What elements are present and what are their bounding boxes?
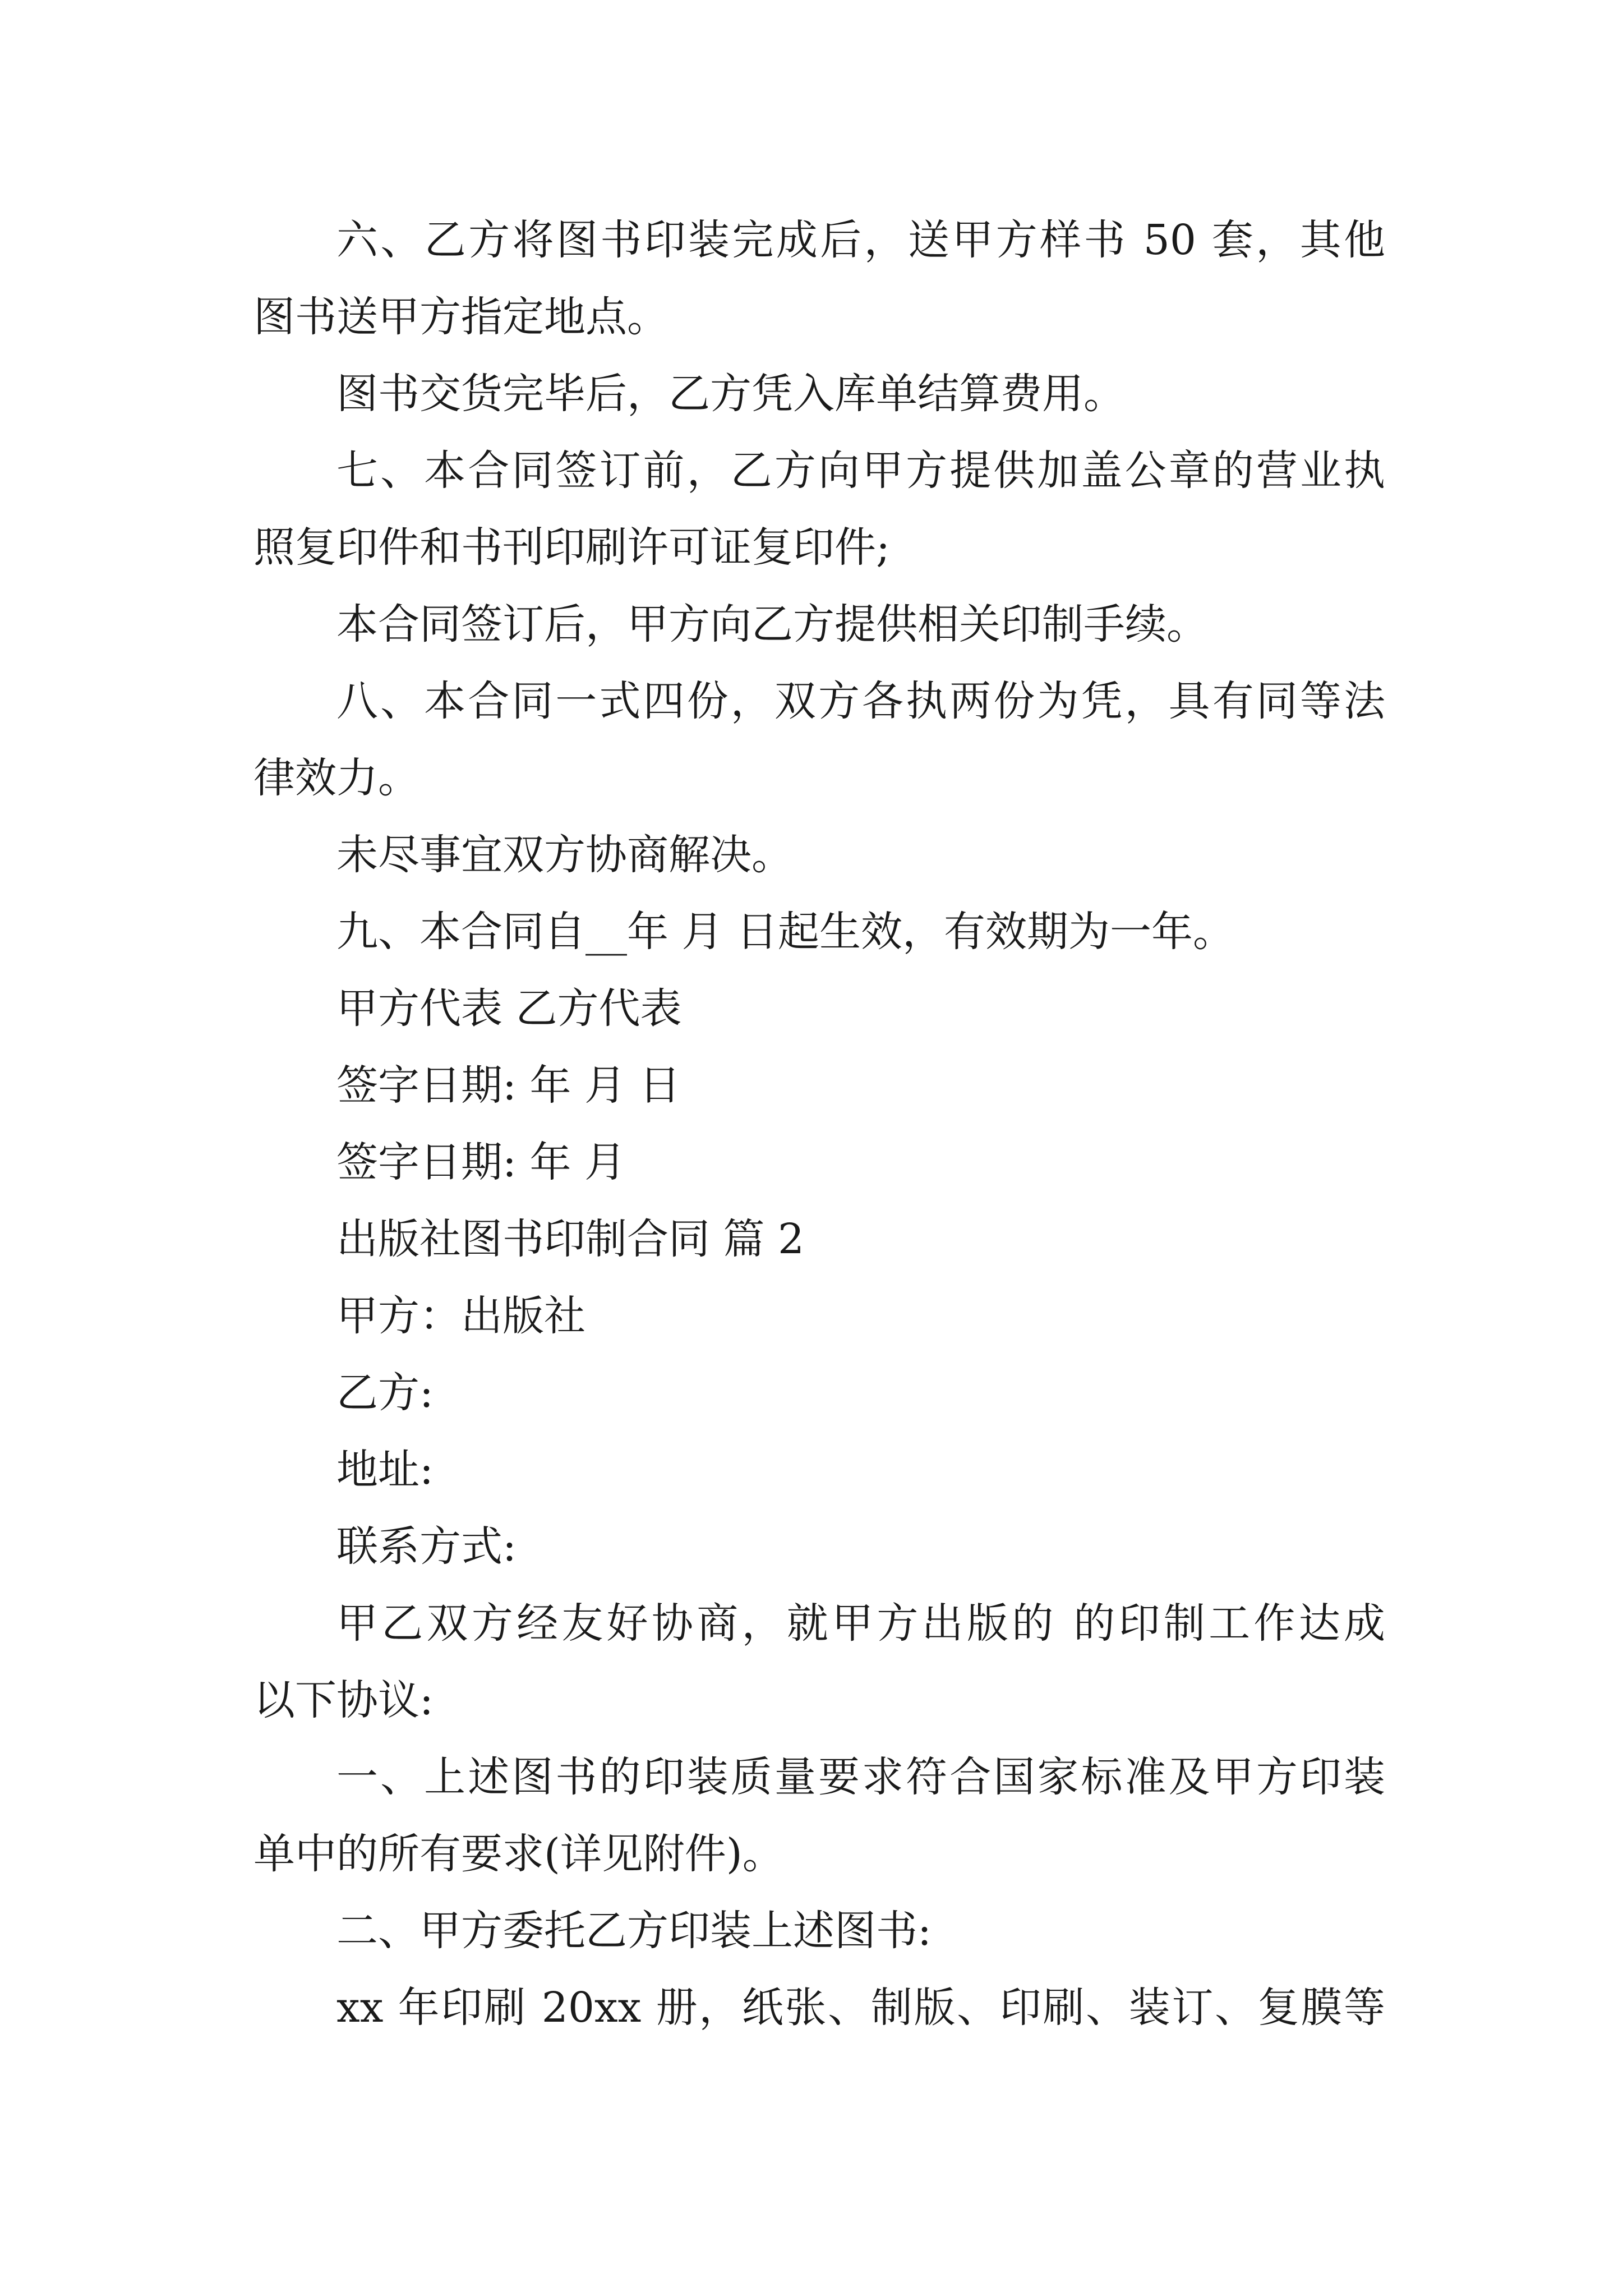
text-line: 地址:: [336, 1446, 434, 1494]
text-line: 甲乙双方经友好协商，就甲方出版的 的印制工作达成: [336, 1599, 1385, 1648]
text-line: 联系方式:: [336, 1522, 517, 1571]
text-line: 本合同签订后，甲方向乙方提供相关印制手续。: [336, 600, 1208, 648]
section-heading: 出版社图书印制合同 篇 2: [336, 1215, 805, 1263]
text-line: xx 年印刷 20xx 册，纸张、制版、印刷、装订、复膜等: [336, 1984, 1385, 2032]
text-line: 签字日期: 年 月 日: [336, 1061, 681, 1110]
text-line: 图书送甲方指定地点。: [253, 293, 668, 341]
text-line: 甲方：出版社: [336, 1292, 585, 1340]
text-line: 甲方代表 乙方代表: [336, 984, 682, 1033]
text-line: 以下协议:: [253, 1676, 434, 1724]
text-line: 九、本合同自__年 月 日起生效，有效期为一年。: [336, 908, 1235, 956]
document-body: [253, 202, 1385, 2046]
text-line: 八、本合同一式四份，双方各执两份为凭，具有同等法: [336, 677, 1385, 725]
text-line: 乙方:: [336, 1369, 434, 1417]
text-line: 一、上述图书的印装质量要求符合国家标准及甲方印装: [336, 1753, 1385, 1801]
text-line: 照复印件和书刊印刷许可证复印件;: [253, 523, 890, 572]
text-line: 单中的所有要求(详见附件)。: [253, 1830, 784, 1878]
text-line: 律效力。: [253, 754, 419, 802]
text-line: 签字日期: 年 月: [336, 1138, 626, 1186]
text-line: 二、甲方委托乙方印装上述图书:: [336, 1907, 932, 1955]
text-line: 图书交货完毕后，乙方凭入库单结算费用。: [336, 370, 1125, 418]
text-line: 七、本合同签订前，乙方向甲方提供加盖公章的营业执: [336, 447, 1385, 495]
text-line: 未尽事宜双方协商解决。: [336, 831, 793, 879]
text-line: 六、乙方将图书印装完成后，送甲方样书 50 套，其他: [336, 216, 1385, 264]
